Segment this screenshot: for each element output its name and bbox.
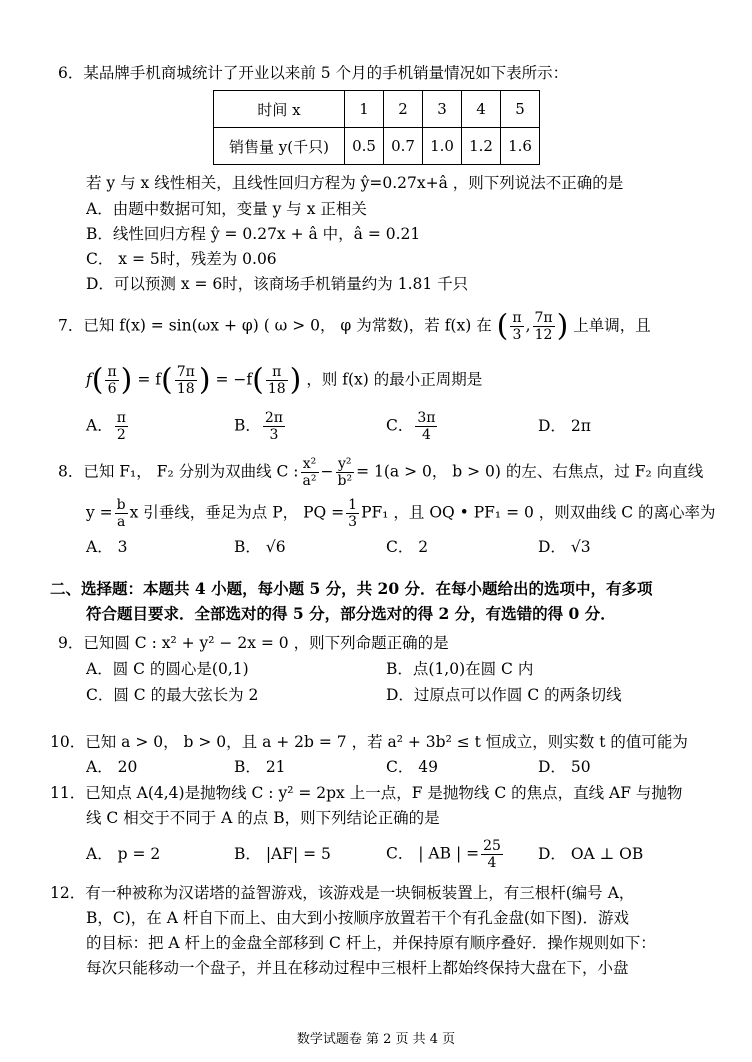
q8-frac-third: $\frac{1}{3}$: [348, 497, 358, 530]
q6-option-b: B．线性回归方程 ŷ = 0.27x + â 中，â = 0.21: [86, 225, 421, 243]
q7-interval-end: $\frac{7\pi}{12}$: [534, 310, 553, 343]
section2-title-line2: 符合题目要求．全部选对的得 5 分，部分选对的得 2 分，有选错的得 0 分．: [86, 604, 616, 623]
q6-regression-line: 若 y 与 x 线性相关，且线性回归方程为 ŷ=0.27x+â ，则下列说法不正确的是: [86, 174, 624, 192]
table-cell: 2: [384, 91, 423, 128]
q8-option-a: A． 3: [86, 538, 128, 556]
q8-line2: y = $\frac{b}{a}$ x 引垂线，垂足为点 P， PQ = $\frac{1}{3}$ PF₁ ，且 OQ • PF₁ = 0 ，则双曲线 C 的离心率为: [86, 497, 716, 530]
q10-option-c: C． 49: [386, 758, 439, 776]
q11-line2: 线 C 相交于不同于 A 的点 B，则下列结论正确的是: [86, 809, 440, 827]
q6-option-a: A．由题中数据可知，变量 y 与 x 正相关: [86, 200, 367, 218]
q9-option-a: A．圆 C 的圆心是(0,1): [86, 660, 249, 678]
q7-option-d: D． 2π: [538, 417, 591, 435]
q8-option-d: D． √3: [538, 538, 591, 556]
q8-option-c: C． 2: [386, 538, 429, 556]
q7-interval-start: $\frac{\pi}{3}$: [512, 310, 522, 343]
q7-stem-line1: 7．已知 f(x) = sin(ωx + φ) ( ω > 0， φ 为常数)，若 f(x) 在 ( $\frac{\pi}{3}$ , $\frac{7\pi}{12}$ ) 上单调，且: [58, 308, 651, 344]
q7-cond-frac3: $\frac{\pi}{18}$: [267, 364, 286, 397]
table-cell: 0.7: [384, 128, 423, 165]
table-cell: 1: [345, 91, 384, 128]
q10-stem: 10．已知 a > 0， b > 0，且 a + 2b = 7 ，若 a² + 3b² ≤ t 恒成立，则实数 t 的值可能为: [50, 733, 688, 751]
q12-line4: 每次只能移动一个盘子，并且在移动过程中三根杆上都始终保持大盘在下，小盘: [86, 959, 629, 977]
q8-frac-ba: $\frac{b}{a}$: [116, 497, 126, 530]
table-header-sales: 销售量 y(千只): [214, 128, 345, 165]
q10-option-d: D． 50: [538, 758, 591, 776]
q8-frac-x: $\frac{\text{x²}}{\text{a²}}$: [302, 456, 317, 489]
q11-option-a: A． p = 2: [86, 845, 161, 863]
q7-option-b: B． $\frac{2\pi}{3}$: [234, 410, 283, 443]
table-cell: 1.0: [423, 128, 462, 165]
table-cell: 1.2: [462, 128, 501, 165]
q8-frac-y: $\frac{\text{y²}}{\text{b²}}$: [337, 456, 353, 489]
q10-option-a: A． 20: [86, 758, 138, 776]
q7-tail: ，则 f(x) 的最小正周期是: [306, 370, 483, 389]
table-cell: 5: [501, 91, 540, 128]
q11-option-b: B． |AF| = 5: [234, 845, 331, 863]
q9-stem: 9．已知圆 C : x² + y² − 2x = 0 ，则下列命题正确的是: [58, 634, 449, 652]
q9-option-c: C．圆 C 的最大弦长为 2: [86, 686, 259, 704]
q6-stem: 6．某品牌手机商城统计了开业以来前 5 个月的手机销量情况如下表所示：: [58, 64, 569, 82]
q10-option-b: B． 21: [234, 758, 286, 776]
q7-option-a: A． $\frac{\pi}{2}$: [86, 410, 126, 443]
q7-condition-line: f( $\frac{\pi}{6}$ ) = f( $\frac{7\pi}{18}$ ) = −f( $\frac{\pi}{18}$ ) ，则 f(x) 的最小正周期是: [86, 362, 483, 398]
q11-option-c: C． | AB | = $\frac{25}{4}$: [386, 838, 501, 871]
q7-cond-frac2: $\frac{7\pi}{18}$: [176, 364, 195, 397]
sales-table: [213, 90, 540, 165]
q6-option-c: C． x = 5时，残差为 0.06: [86, 250, 277, 268]
q12-line2: B，C)，在 A 杆自下而上、由大到小按顺序放置若干个有孔金盘(如下图)．游戏: [86, 909, 629, 927]
q9-option-d: D．过原点可以作圆 C 的两条切线: [386, 686, 622, 704]
q11-option-d: D． OA ⊥ OB: [538, 845, 644, 863]
q7-cond-frac1: $\frac{\pi}{6}$: [107, 364, 117, 397]
q8-option-b: B． √6: [234, 538, 286, 556]
q7-stem-b: 上单调，且: [573, 316, 651, 335]
table-header-time: 时间 x: [214, 91, 345, 128]
table-cell: 1.6: [501, 128, 540, 165]
q9-option-b: B．点(1,0)在圆 C 内: [386, 660, 534, 678]
q12-line3: 的目标：把 A 杆上的金盘全部移到 C 杆上，并保持原有顺序叠好．操作规则如下：: [86, 934, 656, 952]
table-cell: 3: [423, 91, 462, 128]
table-cell: 4: [462, 91, 501, 128]
q7-option-c: C． $\frac{3\pi}{4}$: [386, 410, 436, 443]
q11-line1: 11．已知点 A(4,4)是抛物线 C : y² = 2px 上一点，F 是抛物线 C 的焦点，直线 AF 与抛物: [50, 784, 683, 802]
q7-stem-a: 7．已知 f(x) = sin(ωx + φ) ( ω > 0， φ 为常数)，若 f(x) 在: [58, 316, 492, 335]
q8-line1: 8．已知 F₁， F₂ 分别为双曲线 C : $\frac{\text{x²}}{\text{a²}}$ − $\frac{\text{y²}}{\text{b²}}$ = 1(a > 0， b > 0) 的左、右焦点，过 F₂ 向直线: [58, 456, 704, 489]
table-cell: 0.5: [345, 128, 384, 165]
q12-line1: 12．有一种被称为汉诺塔的益智游戏，该游戏是一块铜板装置上，有三根杆(编号 A，: [50, 884, 635, 902]
section2-title-line1: 二、选择题：本题共 4 小题，每小题 5 分，共 20 分．在每小题给出的选项中，有多项: [50, 579, 653, 598]
page-footer: 数学试题卷 第 2 页 共 4 页: [296, 1032, 456, 1047]
q6-option-d: D．可以预测 x = 6时，该商场手机销量约为 1.81 千只: [86, 275, 469, 293]
